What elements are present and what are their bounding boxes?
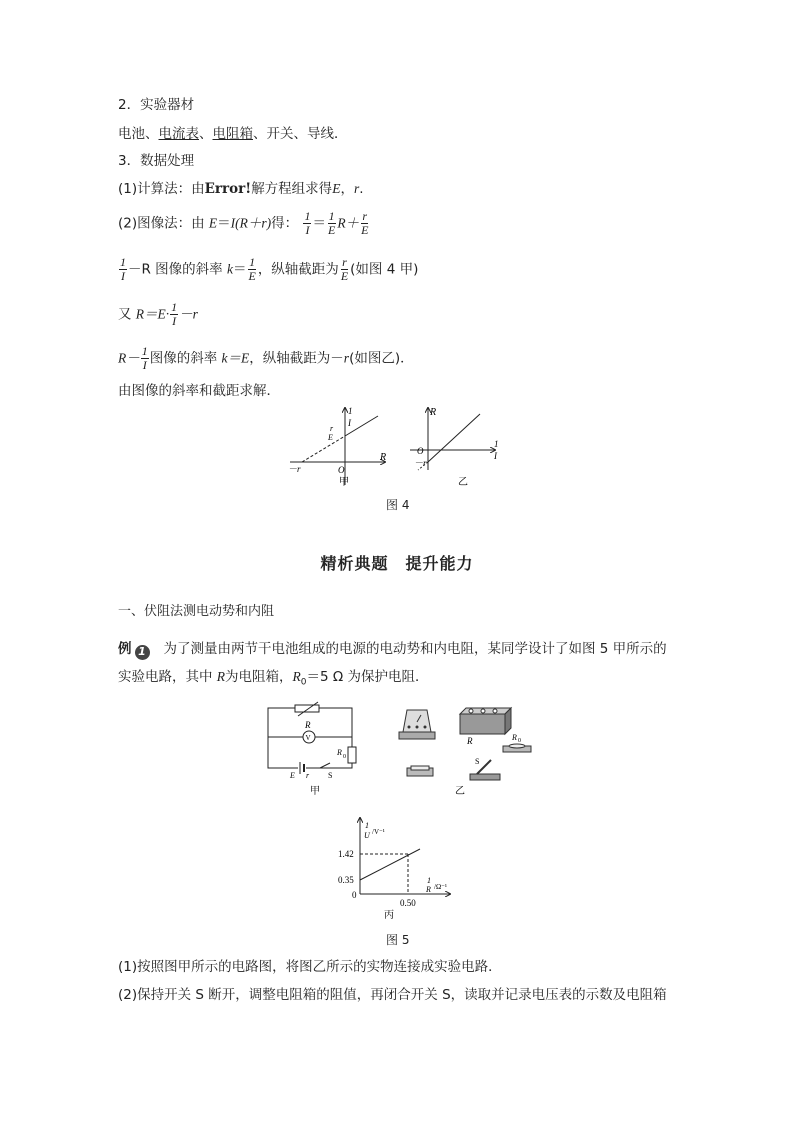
- svg-text:I: I: [348, 418, 351, 428]
- figure-4-caption: 图 4: [386, 498, 410, 512]
- svg-text:1: 1: [427, 876, 431, 885]
- voltmeter-device: [399, 710, 435, 739]
- svg-text:R: R: [467, 736, 473, 746]
- equipment-list: 电池、电流表、电阻箱、开关、导线．: [118, 126, 348, 142]
- resistance-box-device: [460, 708, 511, 734]
- svg-text:I: I: [494, 451, 497, 461]
- resistor-R0-device: [503, 744, 531, 752]
- calc-method-line: (1)计算法：由Error!解方程组求得E，r.: [118, 181, 364, 197]
- svg-text:r: r: [306, 771, 310, 780]
- svg-text:O: O: [338, 465, 345, 475]
- figure-5-caption: 图 5: [386, 933, 410, 947]
- svg-text:1: 1: [348, 406, 353, 416]
- svg-text:R: R: [337, 748, 342, 757]
- svg-text:－r: －r: [414, 458, 427, 468]
- question-1: (1)按照图甲所示的电路图，将图乙所示的实物连接成实验电路．: [118, 959, 502, 975]
- svg-text:S: S: [475, 757, 480, 766]
- figure-5-graph: [330, 812, 460, 922]
- slope-line-1: $\frac{1}{I}$ －R 图像的斜率 k＝ $\frac{1}{E}$ ，纵轴截距为 $\frac{r}{E}$ (如图 4 甲): [120, 255, 419, 283]
- graph-method-line: (2)图像法：由 E＝I(R＋r)得： $\frac{1}{I}$ ＝ $\frac{1}{E}$ R＋ $\frac{r}{E}$: [118, 209, 369, 237]
- example-label: 例: [118, 641, 132, 657]
- example-line-1: 例 1 为了测量由两节干电池组成的电源的电动势和内电阻，某同学设计了如图 5 甲所示的: [118, 641, 667, 658]
- error-marker: Error!: [204, 181, 252, 197]
- svg-text:0.35: 0.35: [338, 875, 354, 885]
- svg-text:O: O: [417, 446, 424, 456]
- svg-text:甲: 甲: [339, 477, 349, 488]
- jia-extrapolation: [302, 436, 345, 462]
- svg-text:E: E: [290, 771, 295, 780]
- svg-text:0: 0: [518, 738, 521, 744]
- svg-text:－r: －r: [288, 464, 301, 474]
- conclusion-line: 由图像的斜率和截距求解．: [118, 383, 280, 399]
- svg-text:R: R: [380, 452, 387, 463]
- svg-text:R: R: [512, 733, 517, 742]
- graph-yi: [410, 407, 499, 488]
- battery-device: [407, 766, 433, 776]
- figure-5-apparatus: [395, 700, 545, 798]
- svg-text:/Ω⁻¹: /Ω⁻¹: [434, 883, 447, 891]
- rheostat-R: [295, 705, 319, 712]
- svg-text:R: R: [430, 407, 437, 418]
- graph-jia: [288, 406, 386, 488]
- svg-text:r: r: [330, 424, 334, 433]
- example-number-badge: 1: [135, 645, 150, 660]
- fraction-r-over-E: $\frac{r}{E}$: [361, 209, 369, 237]
- svg-text:1: 1: [365, 821, 369, 830]
- slope-line-2: R－ $\frac{1}{I}$ 图像的斜率 k＝E，纵轴截距为－r(如图乙)．: [118, 344, 414, 372]
- svg-text:丙: 丙: [384, 910, 394, 921]
- svg-text:0: 0: [352, 890, 357, 900]
- topic-heading: 一、伏阻法测电动势和内阻: [118, 604, 275, 619]
- svg-text:U: U: [364, 831, 370, 840]
- figure-4-graphs: [280, 400, 520, 500]
- svg-text:R: R: [426, 885, 431, 894]
- yi-data-line: [428, 414, 480, 462]
- svg-text:V: V: [305, 734, 311, 742]
- example-line-2: 实验电路，其中 R为电阻箱，$R_0=5$ Ω 为保护电阻．: [118, 669, 429, 688]
- section-title: 精析典题 提升能力: [320, 554, 474, 573]
- question-2: (2)保持开关 S 断开，调整电阻箱的阻值，再闭合开关 S，读取并记录电压表的示数及电阻箱: [118, 987, 667, 1003]
- fraction-1-over-I: $\frac{1}{I}$: [304, 209, 311, 237]
- ammeter-term: 电流表: [158, 126, 199, 142]
- switch-S: [320, 763, 330, 768]
- svg-text:0: 0: [343, 754, 346, 760]
- svg-text:0.50: 0.50: [400, 898, 416, 908]
- resistance-box-term: 电阻箱: [212, 126, 253, 142]
- figure-5-circuit: [262, 700, 362, 798]
- fraction-1-over-E: $\frac{1}{E}$: [327, 209, 336, 237]
- svg-text:乙: 乙: [455, 786, 465, 797]
- svg-text:1.42: 1.42: [338, 849, 354, 859]
- also-line: 又 R＝E· $\frac{1}{I}$ －r: [118, 300, 198, 328]
- section-3-heading: 3．数据处理: [118, 153, 195, 169]
- svg-text:乙: 乙: [458, 477, 468, 488]
- svg-text:R: R: [305, 720, 311, 730]
- svg-text:/V⁻¹: /V⁻¹: [372, 828, 385, 836]
- svg-text:1: 1: [494, 439, 499, 449]
- svg-text:S: S: [328, 771, 333, 780]
- resistor-R0: [348, 747, 356, 763]
- svg-text:甲: 甲: [310, 786, 320, 797]
- section-2-heading: 2．实验器材: [118, 97, 195, 113]
- svg-text:E: E: [328, 433, 333, 442]
